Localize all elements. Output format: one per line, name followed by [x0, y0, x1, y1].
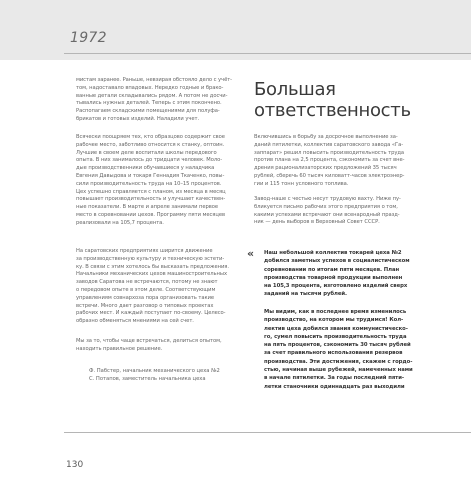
text-line: рабочих мест. И каждый поступает по-своему. Целесо- [76, 310, 226, 317]
signature-line: Ф. Пабстер, начальник механического цеха №2 [89, 368, 220, 374]
text-line: заданий на тысячи рублей. [264, 291, 347, 298]
text-line: опыта. В них занималось до тридцати человек. Моло- [76, 157, 223, 164]
text-line: добился заметных успехов в социалистическом [264, 258, 410, 265]
text-line: Распопагаем складскими помещениями для полуфа- [76, 108, 220, 115]
page-number: 130 [66, 460, 84, 470]
signature-line: С. Потапов, заместитель начальника цеха [89, 375, 206, 382]
text-line: производства. Эти достижения, скажем с гордо- [264, 358, 413, 365]
text-line: место в соревновании цехов. Программу пяти месяцев [76, 211, 226, 218]
text-line: Лучшие в своем деле воспитали школы передового [76, 149, 217, 156]
text-line: рублей, сберечь 60 тысяч киловатт-часов электроэнер- [254, 172, 405, 179]
article-heading [254, 79, 411, 121]
text-line: соревновании по итогам пяти месяцев. План [264, 266, 400, 273]
text-line: дрения рационализаторских предложений 35 тысяч [254, 165, 397, 172]
left-paragraph-4 [76, 338, 222, 354]
text-line: тывались нужных деталей. Теперь с этим покончено. [76, 100, 222, 107]
right-paragraph-1 [254, 134, 404, 189]
text-line: на пять процентов, сэкономить 30 тысяч рублей [264, 342, 411, 349]
text-line: против плана на 2,5 процента, сэкономить за счет вне- [254, 157, 405, 164]
text-line: на 105,3 процента, изготовлено изделий сверх [264, 283, 408, 290]
text-line: ку. В связи с этим хотелось бы высказать предложения. [76, 263, 229, 270]
footer-rule [64, 432, 471, 433]
left-paragraph-3 [76, 248, 229, 326]
text-line: за счет правильного использования резервов [264, 350, 403, 357]
text-line: мистам заранее. Раньше, невзирая обстояло дело с учёт- [76, 77, 233, 83]
text-line: го, сумел повысить производительность труда [264, 333, 407, 340]
text-line: сили производительность труда на 10–15 процентов. [76, 180, 222, 187]
text-line: реализовали на 105,7 процента. [76, 219, 164, 226]
text-line: брикатов и готовых изделий. Наладили учет. [76, 115, 200, 122]
text-line: том, надоставало впадовых. Нередко годные и брако- [76, 84, 224, 91]
text-line: повышает производительность и улучшает качествен- [76, 196, 226, 203]
text-line: гии и 115 тонн условного топлива. [254, 180, 349, 187]
text-line: управлениям совнархоза пора организовать такие [76, 294, 215, 301]
text-line: Мы за то, чтобы чаще встречаться, делиться опытом, [76, 338, 222, 344]
text-line: Включившись в борьбу за досрочное выполнение за- [254, 134, 398, 140]
quote-mark-icon: « [247, 247, 255, 260]
text-line: за производственную культуру и техническую эстети- [76, 255, 225, 262]
heading-line: ответственность [254, 100, 411, 121]
text-line: Завод-наше с честью несут трудовую вахту. Ниже пу- [254, 196, 401, 202]
quote-paragraph-1 [264, 249, 410, 299]
text-line: какими успехами встречают они всенародный празд- [254, 211, 400, 218]
text-line: производство, на котором мы трудимся! Кол- [264, 317, 404, 324]
right-paragraph-2 [254, 196, 401, 227]
text-line: Цех успешно справляется с планом, из месяца в месяц [76, 188, 226, 195]
page-year: 1972 [70, 30, 107, 46]
text-line: бликуется письмо рабочих этого предприятия о том, [254, 203, 398, 210]
text-line: о передовом опыте в этом деле. Соответствующим [76, 286, 216, 293]
text-line: рабочее место, заботливо относится к станку, оптоин. [76, 141, 225, 148]
text-line: производства товарной продукции выполнен [264, 274, 403, 281]
text-line: лектив цеха добился звания коммунистическо- [264, 325, 408, 332]
text-line: На саратовских предприятиях ширится движение [76, 248, 213, 254]
header-rule [64, 53, 471, 54]
text-line: Мы видим, как в последнее время изменилось [264, 309, 407, 315]
text-line: Начальники механических цехов машиностроительных [76, 271, 227, 278]
text-line: заводов Саратова не встречаются, потому не знают [76, 279, 218, 286]
text-line: ванные детали складывались рядом. А потом не досчи- [76, 92, 228, 99]
left-paragraph-2 [76, 134, 226, 228]
signature-block [89, 368, 220, 384]
text-line: образно обменяться мнениями на сей счет. [76, 318, 194, 325]
text-line: Всячески поощряем тех, кто образцово содержит свое [76, 134, 225, 140]
text-line: Наш небольшой коллектив токарей цеха №2 [264, 250, 402, 256]
heading-line: Большая [254, 79, 336, 100]
text-line: заппарат» решил повысить производительность труда [254, 149, 405, 156]
text-line: ник — день выборов в Верховный Совет СССР. [254, 219, 380, 226]
quote-paragraph-2 [264, 308, 413, 391]
text-line: находить правильное решение. [76, 345, 163, 352]
text-line: даний пятилетки, коллектив саратовского завода «Га- [254, 141, 404, 148]
text-line: стью, начиная выше рубежей, намеченных нами [264, 367, 413, 374]
left-paragraph-1 [76, 77, 232, 124]
text-line: дые производственники обучавшиеся у наладчика [76, 165, 215, 172]
text-line: летки станочники одиннадцать раз выходили [264, 383, 405, 390]
text-line: встречи. Много дает разговор о типовых проектах [76, 302, 214, 309]
text-line: в начале пятилетки. За годы последний пяти- [264, 375, 405, 382]
text-line: ные показатели. В марте и апреле занимали первое [76, 204, 219, 211]
text-line: Евгения Давыдова и токаря Геннадия Ткаченко, повы- [76, 172, 225, 179]
